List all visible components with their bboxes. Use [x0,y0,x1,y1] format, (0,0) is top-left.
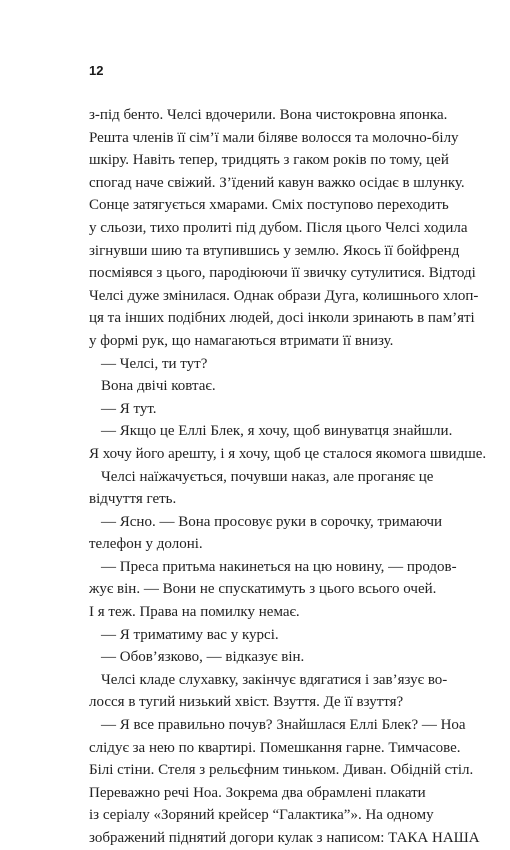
text-line: Челсі дуже змінилася. Однак образи Дуга, колишнього хлоп- [89,287,479,304]
text-line: з-під бенто. Челсі вдочерили. Вона чистокровна японка. [89,107,448,123]
text-line: слідує за нею по квартирі. Помешкання гарне. Тимчасове. [89,739,461,756]
text-line: — Челсі, ти тут? [101,355,208,372]
text-line: лосся в тугий низький хвіст. Взуття. Де її взуття? [89,694,404,711]
text-line: — Якщо це Еллі Блек, я хочу, щоб винуватця знайшли. [101,423,453,440]
text-line: — Обов’язково, — відказує він. [101,649,305,666]
text-line: спогад наче свіжий. З’їдений кавун важко осідає в шлунку. [89,174,465,191]
text-line: шкіру. Навіть тепер, тридцять з гаком років по тому, цей [89,152,449,169]
text-line: Я хочу його арешту, і я хочу, щоб це сталося якомога швидше. [89,445,487,462]
text-line: — Преса притьма накинеться на цю новину, — продов- [101,558,457,575]
text-line: — Я триматиму вас у курсі. [101,626,279,643]
text-line: І я теж. Права на помилку немає. [89,604,300,621]
text-line: у сльози, тихо пролиті під дубом. Після цього Челсі ходила [89,219,468,236]
text-line: жує він. — Вони не спускатимуть з цього всього очей. [89,581,437,598]
text-line: із серіалу «Зоряний крейсер “Галактика”». На одному [89,807,434,824]
text-line: — Я все правильно почув? Знайшлася Еллі Блек? — Ноа [101,717,466,734]
text-line: зігнувши шию та втупившись у землю. Якось її бойфренд [89,242,460,259]
text-line: ця та інших подібних людей, досі інколи зринають в пам’яті [89,310,475,327]
text-line: Челсі наїжачується, почувши наказ, але проганяє це [101,468,434,485]
text-line: телефон у долоні. [89,536,203,553]
text-line: Сонце затягується хмарами. Сміх поступово переходить [89,197,449,214]
text-line: відчуття геть. [89,491,177,508]
text-line: зображений піднятий догори кулак з написом: ТАКА НАША [89,830,480,846]
text-line: — Я тут. [101,400,157,417]
page-number: 12 [89,63,104,78]
text-line: Челсі кладе слухавку, закінчує вдягатися і зав’язує во- [101,671,448,688]
text-line: Білі стіни. Стеля з рельєфним тиньком. Диван. Обідній стіл. [89,762,474,779]
text-line: посміявся з цього, пародіюючи її звичку сутулитися. Відтоді [89,265,476,282]
text-line: у формі рук, що намагаються втримати її внизу. [89,332,394,349]
text-line: Вона двічі ковтає. [101,378,216,395]
text-line: — Ясно. — Вона просовує руки в сорочку, тримаючи [101,513,443,530]
body-text [89,104,487,850]
text-line: Переважно речі Ноа. Зокрема два обрамлені плакати [89,784,426,801]
text-line: Решта членів її сім’ї мали біляве волосся та молочно-білу [89,129,459,146]
